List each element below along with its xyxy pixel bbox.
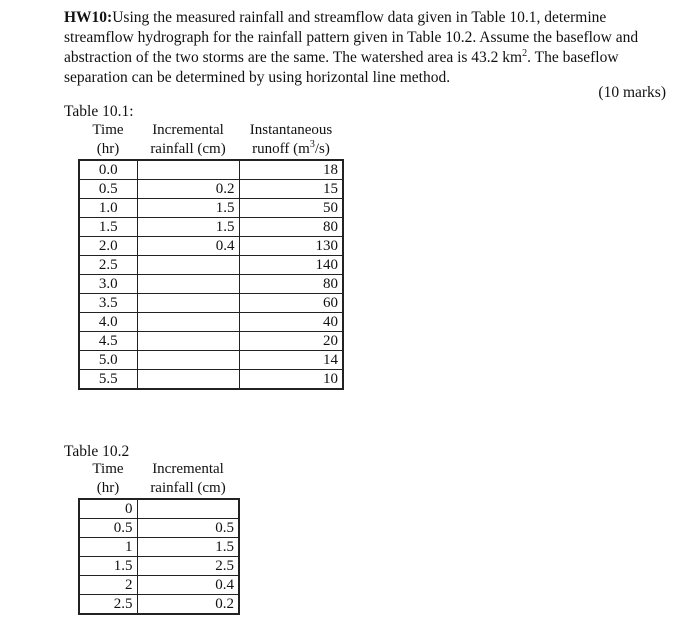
table-cell: 2 [79,576,137,595]
table1-header-time: Time (hr) [92,122,124,157]
table-cell: 1.5 [137,538,239,557]
table-row [79,160,343,180]
table-row [79,218,343,237]
table-row [79,237,343,256]
table-cell: 20 [239,332,343,351]
table-cell: 5.0 [79,351,137,370]
table-row [79,370,343,390]
table-cell: 10 [239,370,343,390]
table-cell [137,294,239,313]
table-row [79,294,343,313]
table-row [79,576,239,595]
table-cell: 1.5 [137,199,239,218]
table-cell: 14 [239,351,343,370]
table-cell: 15 [239,180,343,199]
table-cell: 0.4 [137,237,239,256]
table-cell: 80 [239,218,343,237]
table-cell [137,370,239,390]
problem-text-2: . The baseflow separation can be determined by using horizontal line method. [64,49,619,86]
table-cell: 5.5 [79,370,137,390]
table-row [79,519,239,538]
table-cell: 2.5 [79,256,137,275]
table1-header-runoff: Instantaneous runoff $(m^3/s)$ [249,122,333,157]
table2-header-time: Time (hr) [92,461,124,496]
table-cell: 2.0 [79,237,137,256]
table-cell: 0.2 [137,180,239,199]
table-cell: 4.5 [79,332,137,351]
table-cell: 0.5 [79,180,137,199]
table-cell [137,256,239,275]
table-cell: 1.5 [79,218,137,237]
table-row [79,557,239,576]
table-cell [137,499,239,519]
table2-header-rainfall: Incremental rainfall (cm) [150,461,226,496]
table-cell [137,275,239,294]
table-cell: 60 [239,294,343,313]
table-row [79,499,239,519]
table-cell: 1 [79,538,137,557]
rainfall-pattern-table [78,460,240,615]
table-cell: 1.5 [137,218,239,237]
table-cell: 40 [239,313,343,332]
table-cell: 0 [79,499,137,519]
problem-statement [64,8,672,88]
table1-caption: Table 10.1: [64,103,134,120]
table-row [79,538,239,557]
rainfall-runoff-table [78,121,344,390]
table-cell: 3.0 [79,275,137,294]
table-row [79,313,343,332]
table-cell: 0.4 [137,576,239,595]
table1-header-rainfall: Incremental rainfall (cm) [150,122,226,157]
table-cell [137,160,239,180]
table-cell: 140 [239,256,343,275]
table-row [79,180,343,199]
problem-text-1: Using the measured rainfall and streamflow data given in Table 10.1, determine streamflow hydrograph for the rainfall pattern given in Table 10.2. Assume the baseflow and abstraction of the two storms are the same. The watershed area is 43.2 km [64,9,639,66]
area-unit-superscript: 2 [522,47,528,59]
table-cell: 80 [239,275,343,294]
table-cell: 0.2 [137,595,239,615]
table-cell: 130 [239,237,343,256]
table-cell: 0.0 [79,160,137,180]
table-row [79,199,343,218]
problem-label: HW10: [64,9,113,26]
table-row [79,332,343,351]
table-row [79,275,343,294]
table-row [79,595,239,615]
table-row [79,351,343,370]
table-cell: 1.0 [79,199,137,218]
table-cell [137,351,239,370]
table-cell: 4.0 [79,313,137,332]
table-cell: 3.5 [79,294,137,313]
table-cell: 1.5 [79,557,137,576]
marks-label: (10 marks) [598,84,666,101]
table-cell: 0.5 [137,519,239,538]
table-cell [137,332,239,351]
table-cell: 0.5 [79,519,137,538]
table-cell: 2.5 [137,557,239,576]
table-cell: 50 [239,199,343,218]
table-cell: 18 [239,160,343,180]
table2-caption: Table 10.2 [64,443,130,460]
table-cell [137,313,239,332]
table-cell: 2.5 [79,595,137,615]
table-row [79,256,343,275]
